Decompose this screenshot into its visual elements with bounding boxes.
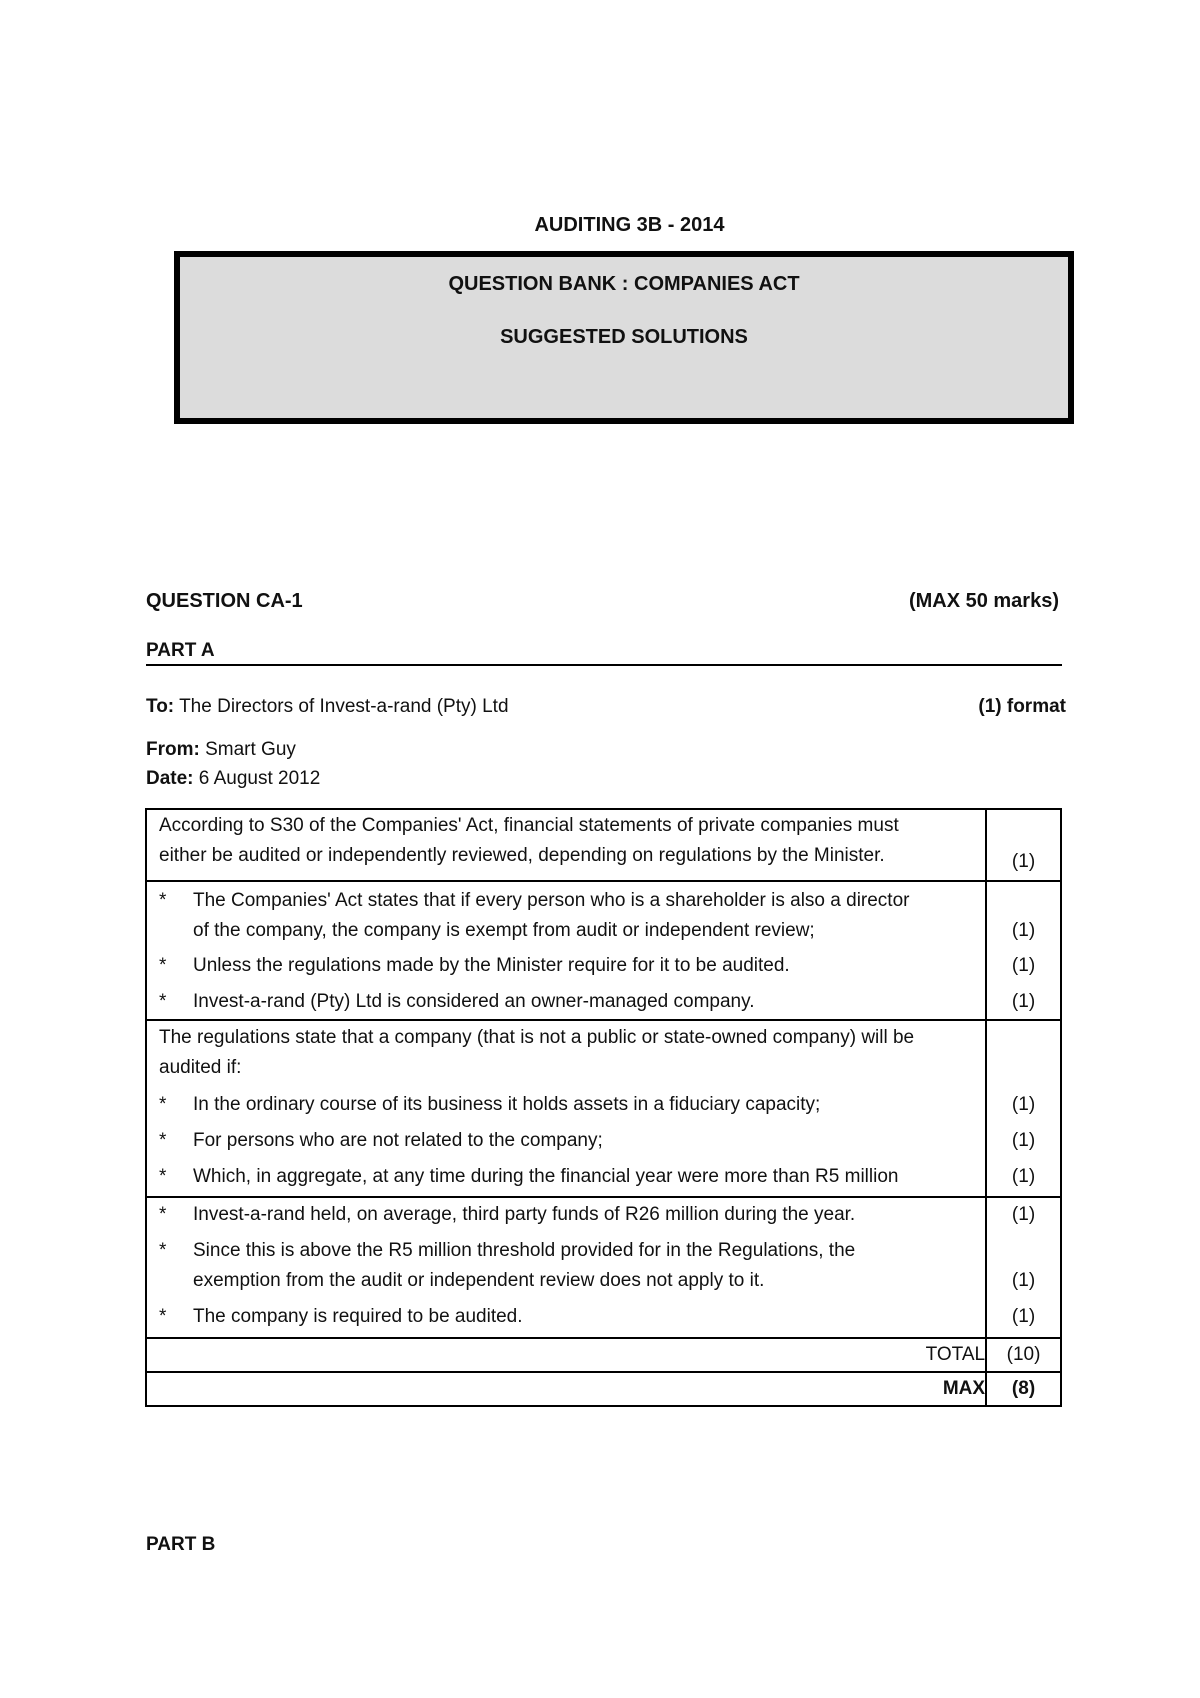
table-max-row	[146, 1372, 1061, 1406]
table-mark: (1)	[1011, 851, 1036, 872]
memo-date-line	[146, 768, 320, 790]
table-mark: (1)	[1011, 1306, 1036, 1327]
bullet-marker: *	[159, 1306, 167, 1327]
table-text-line: According to S30 of the Companies' Act, financial statements of private companies must	[159, 815, 899, 836]
memo-to-value: The Directors of Invest-a-rand (Pty) Ltd	[179, 696, 509, 717]
memo-to-label: To:	[146, 696, 175, 717]
table-section-3	[146, 1020, 1061, 1197]
document-title: AUDITING 3B - 2014	[534, 214, 725, 236]
table-bullet-text: The Companies' Act states that if every person who is a shareholder is also a director	[193, 890, 910, 911]
table-desc-cell	[146, 809, 986, 881]
table-text-line: audited if:	[159, 1057, 242, 1078]
table-section-4	[146, 1197, 1061, 1338]
table-mark: (1)	[1011, 991, 1036, 1012]
table-bullet-text: For persons who are not related to the company;	[193, 1130, 603, 1151]
table-bullet-text: In the ordinary course of its business it holds assets in a fiduciary capacity;	[193, 1094, 821, 1115]
title-box	[174, 251, 1074, 424]
table-section-1	[146, 809, 1061, 881]
table-bullet-text: Unless the regulations made by the Minister require for it to be audited.	[193, 955, 790, 976]
table-total-row	[146, 1338, 1061, 1372]
table-mark: (1)	[1011, 920, 1036, 941]
title-box-heading: QUESTION BANK : COMPANIES ACT	[448, 273, 800, 295]
table-section-2	[146, 881, 1061, 1020]
table-bullet-text: The company is required to be audited.	[193, 1306, 523, 1327]
max-value: (8)	[986, 1372, 1061, 1406]
table-mark-cell	[986, 1020, 1061, 1197]
table-mark: (1)	[1011, 1166, 1036, 1187]
memo-format-mark: (1) format	[978, 696, 1066, 717]
table-mark-cell	[986, 881, 1061, 1020]
memo-date-value: 6 August 2012	[198, 768, 321, 789]
part-a-heading: PART A	[146, 640, 215, 661]
bullet-marker: *	[159, 1094, 167, 1115]
solution-table	[145, 808, 1062, 1407]
title-box-subheading: SUGGESTED SOLUTIONS	[500, 326, 748, 348]
total-value: (10)	[986, 1338, 1061, 1372]
table-bullet-text: exemption from the audit or independent review does not apply to it.	[193, 1270, 765, 1291]
bullet-marker: *	[159, 1130, 167, 1151]
max-label: MAX	[146, 1372, 986, 1406]
memo-date-label: Date:	[146, 768, 194, 789]
table-mark: (1)	[1011, 1130, 1036, 1151]
question-heading: QUESTION CA-1	[146, 590, 303, 612]
bullet-marker: *	[159, 1166, 167, 1187]
part-b-heading: PART B	[146, 1534, 216, 1555]
table-desc-cell	[146, 881, 986, 1020]
table-bullet-text: Which, in aggregate, at any time during the financial year were more than R5 million	[193, 1166, 899, 1187]
bullet-marker: *	[159, 1204, 167, 1225]
memo-from-label: From:	[146, 739, 200, 760]
memo-to-line	[146, 696, 509, 718]
bullet-marker: *	[159, 955, 167, 976]
bullet-marker: *	[159, 1240, 167, 1261]
total-label: TOTAL	[146, 1338, 986, 1372]
table-bullet-text: Invest-a-rand held, on average, third party funds of R26 million during the year.	[193, 1204, 856, 1225]
table-bullet-text: Invest-a-rand (Pty) Ltd is considered an owner-managed company.	[193, 991, 755, 1012]
table-mark: (1)	[1011, 1270, 1036, 1291]
table-bullet-text: Since this is above the R5 million threshold provided for in the Regulations, the	[193, 1240, 856, 1261]
table-mark: (1)	[1011, 1204, 1036, 1225]
table-desc-cell	[146, 1020, 986, 1197]
table-desc-cell	[146, 1197, 986, 1338]
table-mark-cell	[986, 1197, 1061, 1338]
bullet-marker: *	[159, 991, 167, 1012]
memo-from-value: Smart Guy	[205, 739, 296, 760]
memo-from-line	[146, 739, 296, 761]
part-a-divider	[146, 664, 1062, 666]
table-mark: (1)	[1011, 955, 1036, 976]
table-text-line: The regulations state that a company (that is not a public or state-owned company) will be	[159, 1027, 915, 1048]
question-max-marks: (MAX 50 marks)	[908, 590, 1059, 612]
table-mark-cell	[986, 809, 1061, 881]
table-bullet-text: of the company, the company is exempt from audit or independent review;	[193, 920, 815, 941]
table-text-line: either be audited or independently reviewed, depending on regulations by the Minister.	[159, 845, 885, 866]
bullet-marker: *	[159, 890, 167, 911]
table-mark: (1)	[1011, 1094, 1036, 1115]
